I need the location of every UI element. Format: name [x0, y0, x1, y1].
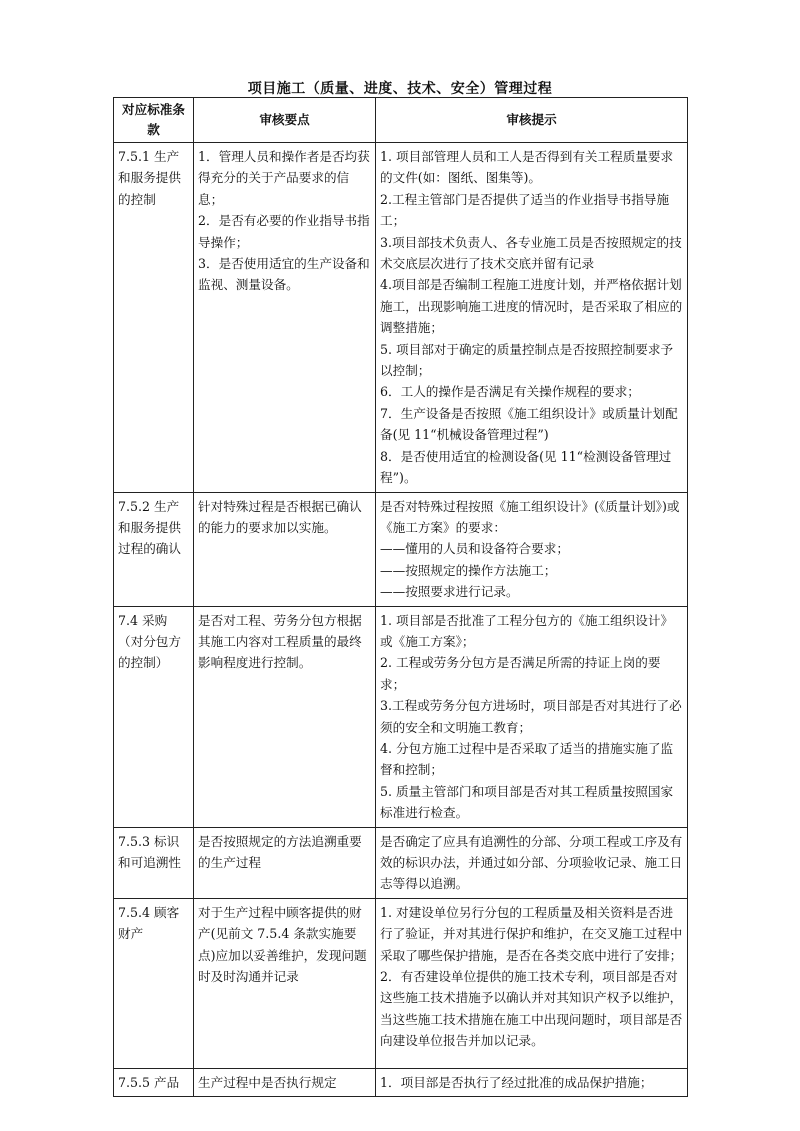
table-row — [114, 827, 688, 898]
tip-item: 5. 质量主管部门和项目部是否对其工程质量按照国家标准进行检查。 — [380, 783, 674, 821]
points-cell — [194, 1068, 376, 1096]
header-clause: 对应标准条款 — [114, 98, 194, 143]
document-title: 项目施工（质量、进度、技术、安全）管理过程 — [247, 81, 553, 97]
tips-cell — [376, 1068, 688, 1096]
clause-cell: 7.5.5 产品 — [114, 1068, 194, 1096]
tip-item: 1. 项目部管理人员和工人是否得到有关工程质量要求的文件(如：图纸、图集等)。 — [380, 149, 674, 186]
header-points: 审核要点 — [194, 98, 376, 143]
clause-cell: 7.5.3 标识和可追溯性 — [114, 827, 194, 898]
clause-cell: 7.5.1 生产和服务提供的控制 — [114, 143, 194, 493]
tip-item: 1．项目部是否执行了经过批准的成品保护措施； — [380, 1074, 653, 1090]
table-row — [114, 606, 688, 827]
tip-item: 是否对特殊过程按照《施工组织设计》(《质量计划》)或《施工方案》的要求： — [380, 498, 680, 535]
clause-cell: 7.4 采购（对分包方的控制） — [114, 606, 194, 827]
clause-cell: 7.5.2 生产和服务提供过程的确认 — [114, 492, 194, 606]
tip-item: 1. 对建设单位另行分包的工程质量及相关资料是否进行了验证，并对其进行保护和维护，在交叉施工过程中采取了哪些保护措施，是否在各类交底中进行了安排； — [380, 904, 683, 963]
tip-item: 6．工人的操作是否满足有关操作规程的要求； — [380, 384, 640, 400]
table-row — [114, 143, 688, 493]
tip-item: 2. 工程或劳务分包方是否满足所需的持证上岗的要求； — [380, 655, 661, 692]
points-cell — [194, 827, 376, 898]
tip-item: 2.工程主管部门是否提供了适当的作业指导书指导施工； — [380, 191, 670, 229]
tip-item: 4. 分包方施工过程中是否采取了适当的措施实施了监督和控制； — [380, 740, 674, 778]
points-cell — [194, 898, 376, 1068]
tips-cell — [376, 143, 688, 493]
tip-item: 4.项目部是否编制工程施工进度计划，并严格依据计划施工，出现影响施工进度的情况时，是否采取了相应的调整措施； — [380, 277, 683, 336]
tips-cell — [376, 827, 688, 898]
audit-table — [113, 97, 688, 1097]
tip-item: 是否确定了应具有追溯性的分部、分项工程或工序及有效的标识办法，并通过如分部、分项验收记录、施工日志等得以追溯。 — [380, 833, 683, 892]
point-item: 3．是否使用适宜的生产设备和监视、测量设备。 — [198, 256, 370, 293]
tips-cell — [376, 898, 688, 1068]
tip-item: 3.工程或劳务分包方进场时，项目部是否对其进行了必须的安全和文明施工教育； — [380, 698, 682, 735]
tip-item: 8．是否使用适宜的检测设备(见 11“检测设备管理过程”)。 — [380, 448, 672, 486]
table-row — [114, 1068, 688, 1096]
tip-item: 3.项目部技术负责人、各专业施工员是否按照规定的技术交底层次进行了技术交底并留有记录 — [380, 234, 682, 272]
tip-item: 7．生产设备是否按照《施工组织设计》或质量计划配备(见 11“机械设备管理过程”) — [380, 405, 678, 443]
tip-item: ——懂用的人员和设备符合要求； — [380, 541, 569, 557]
points-cell — [194, 492, 376, 606]
point-item: 对于生产过程中顾客提供的财产(见前文 7.5.4 条款实施要点)应加以妥善维护，发现问题时及时沟通并记录 — [198, 904, 367, 985]
points-cell — [194, 143, 376, 493]
tip-item: 2．有否建设单位提供的施工技术专利，项目部是否对这些施工技术措施予以确认并对其知识产权予以维护，当这些施工技术措施在施工中出现问题时，项目部是否向建设单位报告并加以记录。 — [380, 969, 683, 1049]
tip-item: 5. 项目部对于确定的质量控制点是否按照控制要求予以控制； — [380, 341, 674, 379]
point-item: 是否对工程、劳务分包方根据其施工内容对工程质量的最终影响程度进行控制。 — [198, 612, 362, 671]
table-row — [114, 898, 688, 1068]
tip-item: ——按照要求进行记录。 — [380, 584, 519, 600]
tips-cell — [376, 492, 688, 606]
tip-item: ——按照规定的操作方法施工； — [380, 562, 557, 578]
header-tips: 审核提示 — [376, 98, 688, 143]
tips-cell — [376, 606, 688, 827]
point-item: 2．是否有必要的作业指导书指导操作； — [198, 213, 370, 250]
point-item: 针对特殊过程是否根据已确认的能力的要求加以实施。 — [198, 498, 362, 535]
table-header-row — [114, 98, 688, 143]
points-cell — [194, 606, 376, 827]
point-item: 是否按照规定的方法追溯重要的生产过程 — [198, 833, 362, 870]
point-item: 生产过程中是否执行规定 — [198, 1074, 337, 1090]
table-row — [114, 492, 688, 606]
tip-item: 1. 项目部是否批准了工程分包方的《施工组织设计》或《施工方案》； — [380, 612, 674, 649]
clause-cell: 7.5.4 顾客财产 — [114, 898, 194, 1068]
point-item: 1．管理人员和操作者是否均获得充分的关于产品要求的信息； — [198, 149, 370, 207]
